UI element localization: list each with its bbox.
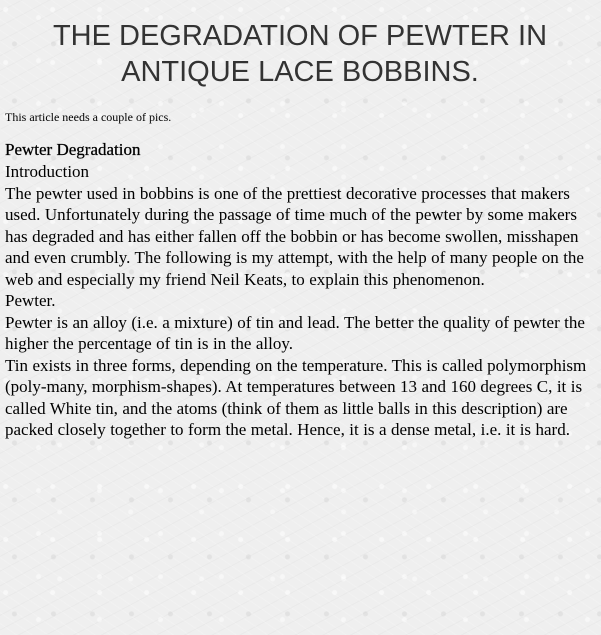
introduction-label: Introduction [5, 162, 90, 181]
page-title: THE DEGRADATION OF PEWTER IN ANTIQUE LACE BOBBINS. [52, 20, 548, 88]
introduction-paragraph: The pewter used in bobbins is one of the prettiest decorative processes that makers used. Unfortunately during the passage of time much of the pewter by some makers has degraded and has either fallen off the bobbin or has become swollen, misshapen and even crumbly. The following is my attempt, with the help of many people on the web and especially my friend Neil Keats, to explain this phenomenon. [5, 183, 584, 289]
pewter-label: Pewter. [5, 291, 56, 310]
section-heading: Pewter Degradation [5, 140, 141, 159]
editor-note: This article needs a couple of pics. [5, 110, 172, 124]
tin-forms-paragraph: Tin exists in three forms, depending on the temperature. This is called polymorphism (poly-many, morphism-shapes). At temperatures between 13 and 160 degrees C, it is called White tin, and the atoms (think of them as little balls in this description) are packed closely together to form the metal. Hence, it is a dense metal, i.e. it is hard. [5, 355, 587, 439]
pewter-definition-paragraph: Pewter is an alloy (i.e. a mixture) of tin and lead. The better the quality of pewter the higher the percentage of tin is in the alloy. [5, 312, 585, 353]
